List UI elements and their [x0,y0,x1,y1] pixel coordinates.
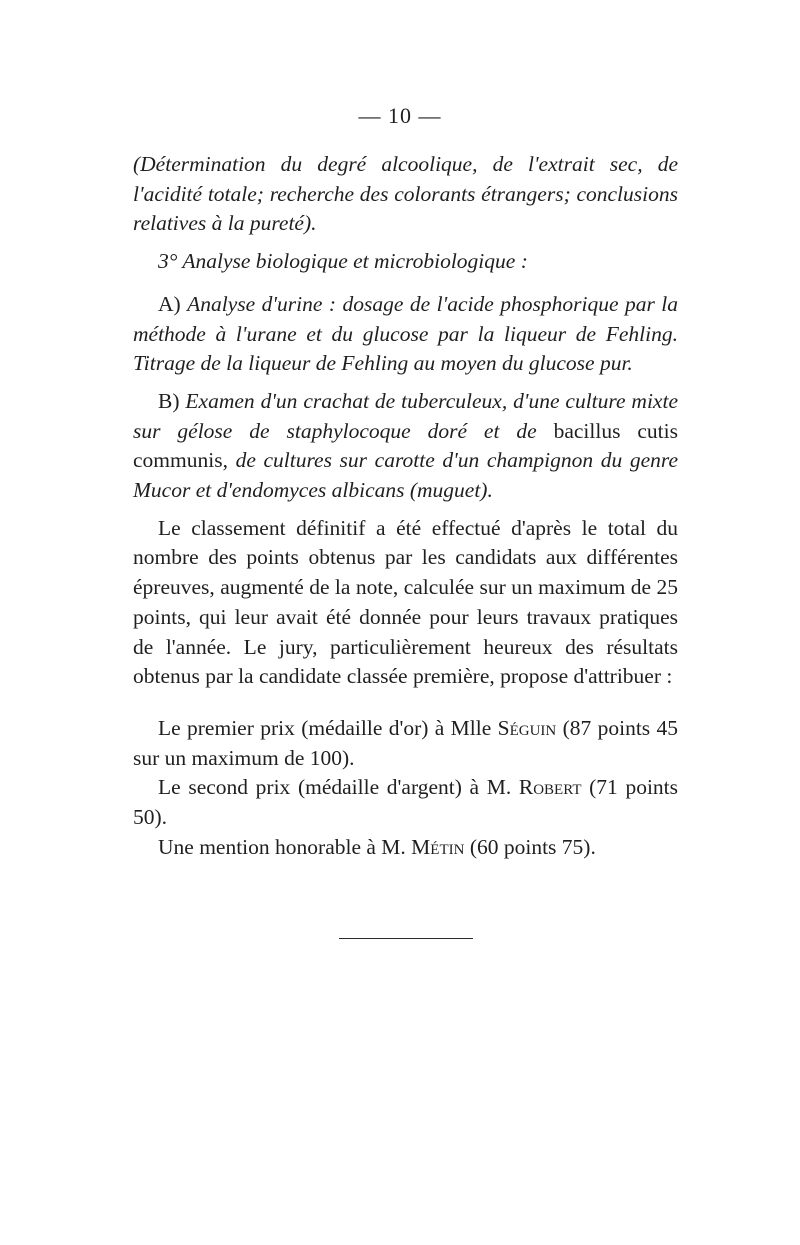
paragraph-section-heading: 3° Analyse biologique et microbiologique : [158,249,528,274]
paragraph-analysis-details: (Détermination du degré alcoolique, de l'extrait sec, de l'acidité totale; recherche des colorants étrangers; conclusions relatives à la pureté). [133,152,678,236]
item-a-letter: A) [158,291,181,316]
second-prize-before: Le second prix (médaille d'argent) à M. [158,775,512,800]
item-b-letter: B) [158,388,180,413]
item-b-text-1: Examen d'un crachat de tuberculeux, d'une culture mixte sur gélose de staphylocoque doré et de [133,388,678,443]
paragraph-honorable-mention [133,833,678,863]
first-prize-name: Séguin [497,715,557,740]
second-prize-after: (71 points 50). [133,775,679,830]
paragraph-item-a [133,290,678,379]
item-a-text: Analyse d'urine : dosage de l'acide phosphorique par la méthode à l'urane et du glucose par la liqueur de Fehling. Titrage de la liqueur de Fehling au moyen du glucose pur. [133,291,679,376]
honorable-mention-before: Une mention honorable à M. [158,834,406,859]
page-number: — 10 — [358,103,442,128]
paragraph-second-prize [133,773,678,832]
paragraph-classification: Le classement définitif a été effectué d'après le total du nombre des points obtenus par les candidats aux différentes épreuves, augmenté de la note, calculée sur un maximum de 25 points, qui leur avait été donnée pour leurs travaux pratiques de l'année. Le jury, particulièrement heureux des résultats obtenus par la candidate classée première, propose d'attribuer : [133,515,678,689]
body-text [133,150,678,862]
honorable-mention-after: (60 points 75). [469,834,596,859]
paragraph-first-prize [133,714,678,773]
first-prize-before: Le premier prix (médaille d'or) à Mlle [158,715,492,740]
item-b-text-3: de cultures sur carotte d'un champignon du genre Mucor et d'endomyces albicans (muguet). [133,448,678,503]
second-prize-name: Robert [518,775,582,800]
closing-rule [339,938,473,939]
honorable-mention-name: Métin [411,834,465,859]
first-prize-after: (87 points 45 sur un maximum de 100). [133,715,679,770]
item-b-text-2: bacillus cutis communis, [133,418,678,473]
paragraph-item-b [133,387,678,506]
